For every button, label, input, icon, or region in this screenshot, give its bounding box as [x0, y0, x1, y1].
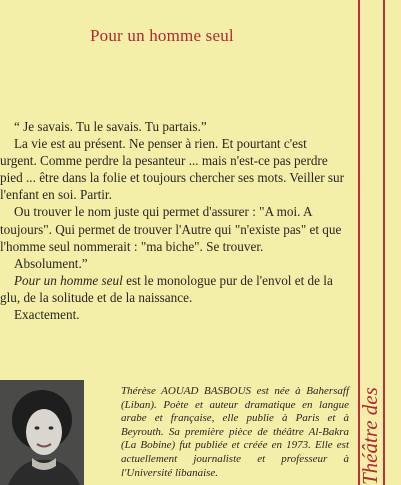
blurb-title-ref: Pour un homme seul	[14, 272, 123, 288]
author-photo	[0, 380, 84, 485]
blurb-paragraph-4: Absolument.”	[14, 255, 88, 271]
blurb-paragraph-5-rest: est le monologue pur de l'envol et de la glu, de la solitude et de la naissance.	[0, 272, 333, 305]
blurb-text	[0, 118, 346, 323]
blurb-paragraph-1: “ Je savais. Tu le savais. Tu partais.”	[14, 119, 207, 134]
blurb-paragraph-6: Exactement.	[14, 307, 80, 323]
series-spine-title: Théâtre des	[358, 387, 382, 485]
blurb-paragraph-5	[0, 272, 346, 306]
blurb-paragraph-2: La vie est au présent. Ne penser à rien. Et pourtant c'est urgent. Comme perdre la pesanteur ... mais n'est-ce pas perdre pied ... être dans la folie et toujours chercher ses mots. Veiller sur l'enfant en soi. Partir.	[0, 136, 344, 203]
book-title: Pour un homme seul	[90, 26, 234, 45]
author-biography: Thérèse AOUAD BASBOUS est née à Bahersaff (Liban). Poète et auteur dramatique en langue arabe et française, elle publie à Paris et à Beyrouth. Sa première pièce de théâtre Al-Bakra (La Bobine) fut publiée et créée en 1973. Elle est actuellement journaliste et professeur à l'Université libanaise.	[121, 385, 349, 479]
blurb-paragraph-3: Ou trouver le nom juste qui permet d'assurer : "A moi. A toujours". Qui permet de trouver l'Autre qui "n'existe pas" et que l'homme seul nommerait : "ma biche". Se trouver.	[0, 204, 342, 254]
